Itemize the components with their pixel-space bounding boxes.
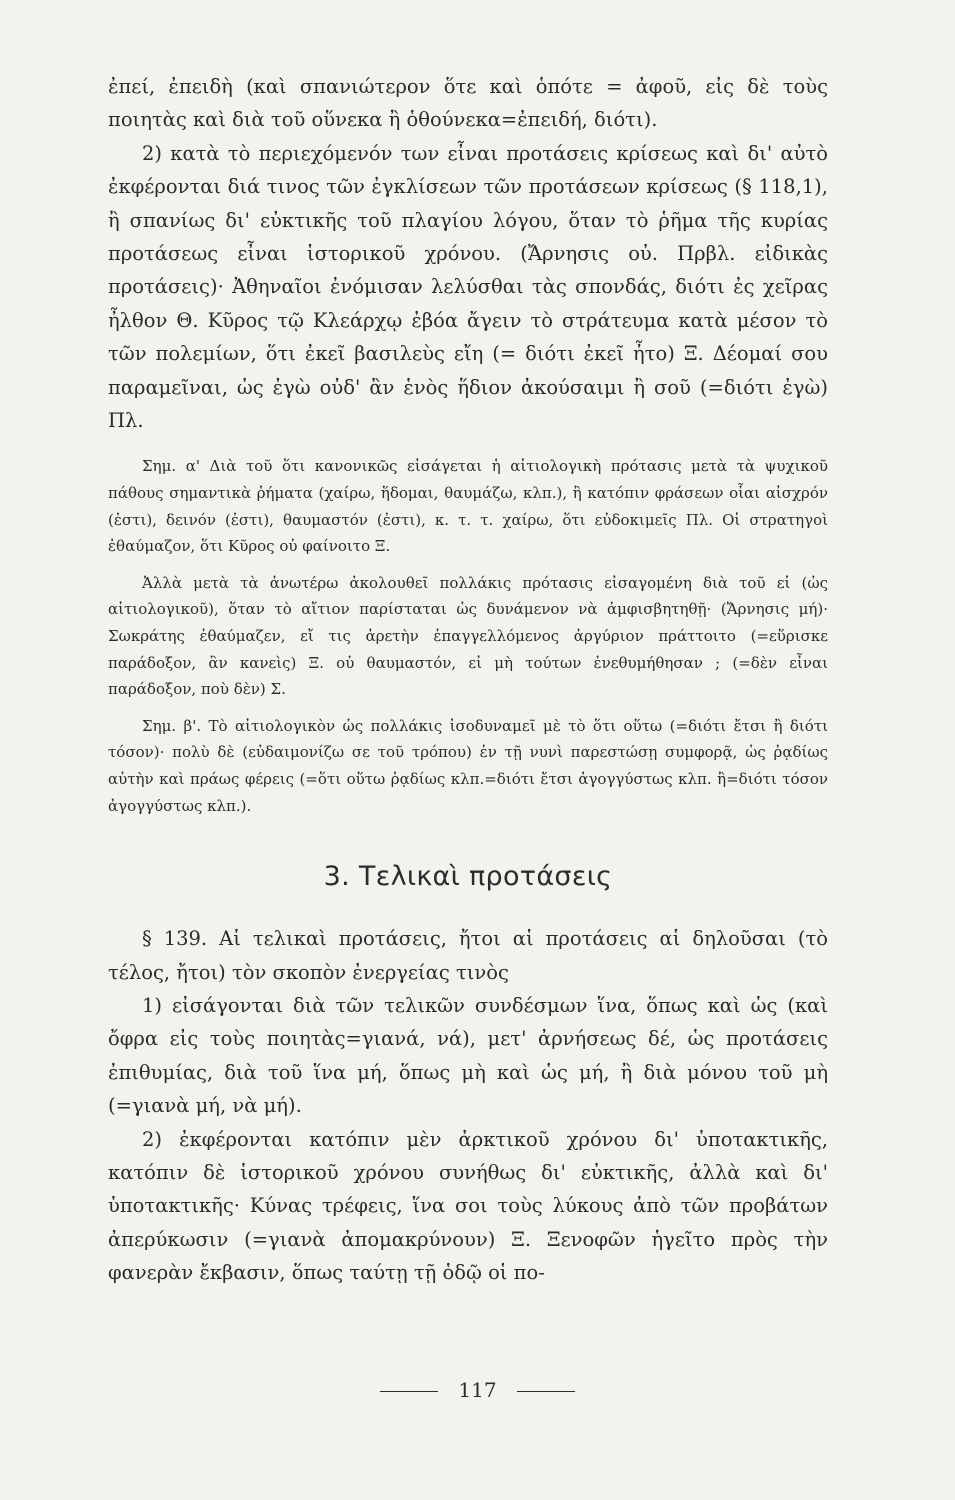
dash-right <box>517 1391 575 1392</box>
dash-left <box>380 1391 438 1392</box>
paragraph-causal-mood: 2) κατὰ τὸ περιεχόμενόν των εἶναι προτάσεις κρίσεως καὶ δι' αὐτὸ ἐκφέρονται διά τινος τῶν ἐγκλίσεων τῶν προτάσεων κρίσεως (§ 118,1), ἢ σπανίως δι' εὐκτικῆς τοῦ πλαγίου λόγου, ὅταν τὸ ῥῆμα τῆς κυρίας προτάσεως εἶναι ἱστορικοῦ χρόνου. (Ἄρνησις οὐ. Πρβλ. εἰδικὰς προτάσεις)· Ἀθηναῖοι ἐνόμισαν λελύσθαι τὰς σπονδάς, διότι ἐς χεῖρας ἦλθον Θ. Κῦρος τῷ Κλεάρχῳ ἐβόα ἄγειν τὸ στράτευμα κατὰ μέσον τὸ τῶν πολεμίων, ὅτι ἐκεῖ βασιλεὺς εἴη (= διότι ἐκεῖ ἦτο) Ξ. Δέομαί σου παραμεῖναι, ὡς ἐγὼ οὐδ' ἂν ἑνὸς ἥδιον ἀκούσαιμι ἢ σοῦ (=διότι ἐγὼ) Πλ. <box>108 141 828 433</box>
section-heading: 3. Τελικαὶ προτάσεις <box>323 861 613 893</box>
page-number: 117 <box>458 1378 497 1402</box>
note-alpha: Σημ. α' Διὰ τοῦ ὅτι κανονικῶς εἰσάγεται ἡ αἰτιολογικὴ πρότασις μετὰ τὰ ψυχικοῦ πάθους σημαντικὰ ῥήματα (χαίρω, ἥδομαι, θαυμάζω, κλπ.), ἢ κατόπιν φράσεων οἷαι αἰσχρόν (ἐστι), δεινόν (ἐστι), θαυμαστόν (ἐστι), κ. τ. τ. χαίρω, ὅτι εὐδοκιμεῖς Πλ. Οἱ στρατηγοὶ ἐθαύμαζον, ὅτι Κῦρος οὐ φαίνοιτο Ξ. <box>108 457 828 556</box>
note-alpha-continued: Ἀλλὰ μετὰ τὰ ἀνωτέρω ἀκολουθεῖ πολλάκις πρότασις εἰσαγομένη διὰ τοῦ εἰ (ὡς αἰτιολογικοῦ), ὅταν τὸ αἴτιον παρίσταται ὡς δυνάμενον νὰ ἀμφισβητηθῇ· (Ἄρνησις μή)· Σωκράτης ἐθαύμαζεν, εἴ τις ἀρετὴν ἐπαγγελλόμενος ἀργύριον πράττοιτο (=εὕρισκε παράδοξον, ἂν κανεὶς) Ξ. οὐ θαυμαστόν, εἰ μὴ τούτων ἐνεθυμήθησαν ; (=δὲν εἶναι παράδοξον, ποὺ δὲν) Σ. <box>108 573 828 699</box>
paragraph-final-mood: 2) ἐκφέρονται κατόπιν μὲν ἀρκτικοῦ χρόνου δι' ὑποτακτικῆς, κατόπιν δὲ ἱστορικοῦ χρόνου συνήθως δι' εὐκτικῆς, ἀλλὰ καὶ δι' ὑποτακτικῆς· Κύνας τρέφεις, ἵνα σοι τοὺς λύκους ἀπὸ τῶν προβάτων ἀπερύκωσιν (=γιανὰ ἀπομακρύνουν) Ξ. Ξενοφῶν ἡγεῖτο πρὸς τὴν φανερὰν ἔκβασιν, ὅπως ταύτῃ τῇ ὁδῷ οἱ πο- <box>108 1127 828 1285</box>
paragraph-final-conjunctions: 1) εἰσάγονται διὰ τῶν τελικῶν συνδέσμων ἵνα, ὅπως καὶ ὡς (καὶ ὄφρα εἰς τοὺς ποιητὰς=γιανά, νά), μετ' ἀρνήσεως δέ, ὡς προτάσεις ἐπιθυμίας, διὰ τοῦ ἵνα μή, ὅπως μὴ καὶ ὡς μή, ἢ διὰ μόνου τοῦ μὴ (=γιανὰ μή, νὰ μή). <box>108 994 828 1118</box>
page-body <box>108 70 828 1290</box>
note-beta: Σημ. β'. Τὸ αἰτιολογικὸν ὡς πολλάκις ἰσοδυναμεῖ μὲ τὸ ὅτι οὕτω (=διότι ἔτσι ἢ διότι τόσον)· πολὺ δὲ (εὐδαιμονίζω σε τοῦ τρόπου) ἐν τῇ νυνὶ παρεστώσῃ συμφορᾷ, ὡς ῥᾳδίως αὐτὴν καὶ πράως φέρεις (=ὅτι οὕτω ῥᾳδίως κλπ.=διότι ἔτσι ἀγογγύστως κλπ. ἢ=διότι τόσον ἀγογγύστως κλπ.). <box>108 716 828 815</box>
page-footer <box>0 1378 955 1402</box>
paragraph-causal-intro: ἐπεί, ἐπειδὴ (καὶ σπανιώτερον ὅτε καὶ ὁπότε = ἀφοῦ, εἰς δὲ τοὺς ποιητὰς καὶ διὰ τοῦ οὕνεκα ἢ ὁθούνεκα=ἐπειδή, διότι). <box>108 75 828 132</box>
paragraph-section-139: § 139. Αἱ τελικαὶ προτάσεις, ἤτοι αἱ προτάσεις αἱ δηλοῦσαι (τὸ τέλος, ἤτοι) τὸν σκοπὸν ἐνεργείας τινὸς <box>108 927 828 984</box>
